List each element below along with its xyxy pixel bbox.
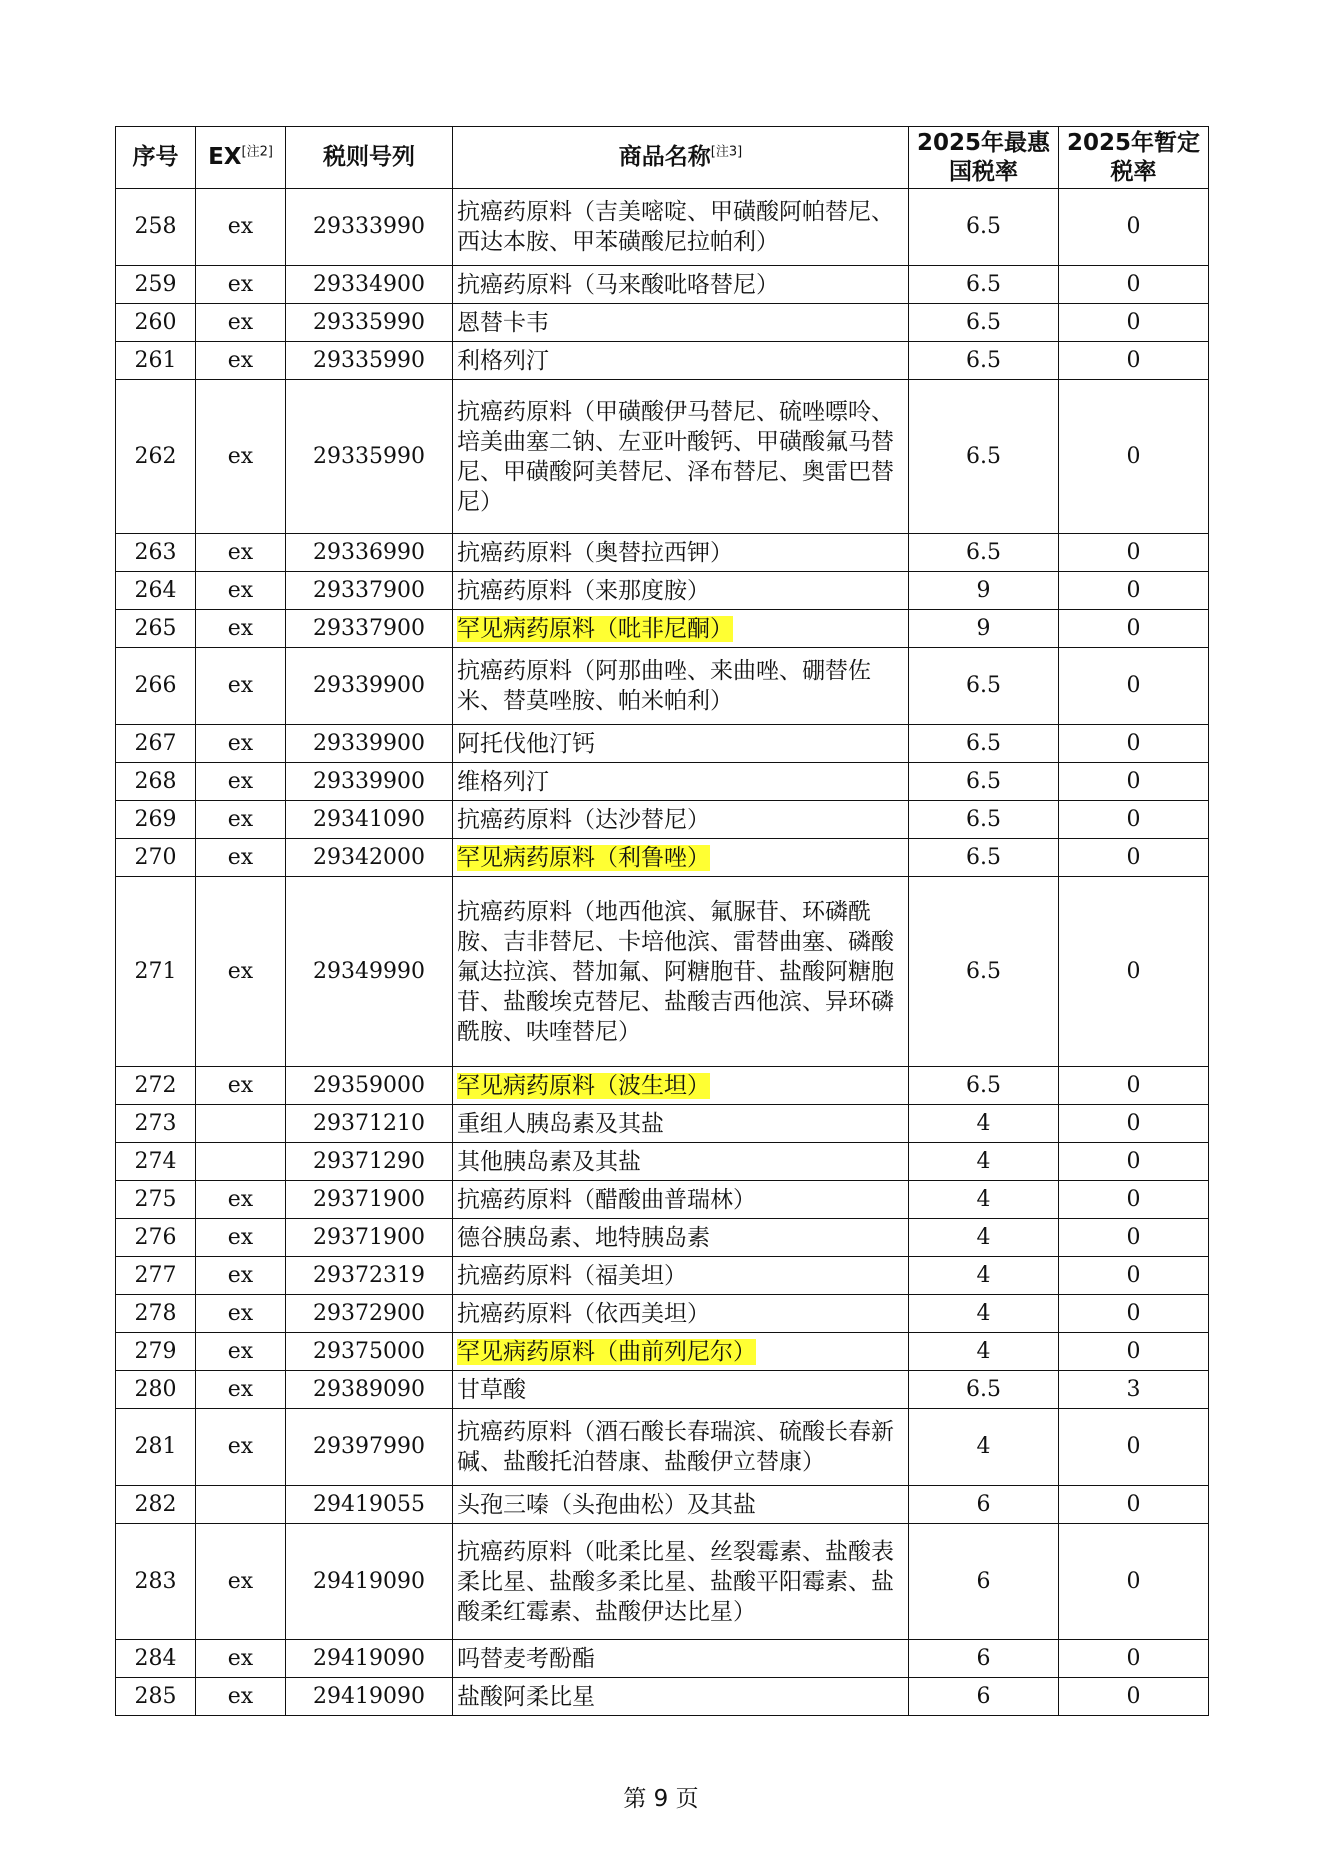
table-row: [116, 1524, 1209, 1640]
table-row: [116, 304, 1209, 342]
cell-seq: 268: [116, 763, 196, 801]
cell-provisional-rate: 0: [1059, 1524, 1209, 1640]
table-row: [116, 1486, 1209, 1524]
cell-seq: 263: [116, 534, 196, 572]
name-text: 抗癌药原料（来那度胺）: [457, 577, 710, 604]
name-text: 德谷胰岛素、地特胰岛素: [457, 1224, 710, 1251]
cell-ex: ex: [196, 801, 286, 839]
cell-ex: ex: [196, 648, 286, 725]
cell-provisional-rate: 0: [1059, 572, 1209, 610]
name-text: 抗癌药原料（地西他滨、氟脲苷、环磷酰胺、吉非替尼、卡培他滨、雷替曲塞、磷酸氟达拉滨、替加氟、阿糖胞苷、盐酸阿糖胞苷、盐酸埃克替尼、盐酸吉西他滨、异环磷酰胺、呋喹替尼）: [457, 898, 894, 1045]
cell-seq: 267: [116, 725, 196, 763]
cell-mfn-rate: 6.5: [909, 648, 1059, 725]
cell-mfn-rate: 6.5: [909, 763, 1059, 801]
cell-provisional-rate: 0: [1059, 534, 1209, 572]
cell-tariff-code: 29419090: [286, 1640, 453, 1678]
cell-ex: ex: [196, 1181, 286, 1219]
cell-provisional-rate: 0: [1059, 648, 1209, 725]
highlighted-name-text: 罕见病药原料（吡非尼酮）: [457, 615, 733, 642]
name-text: 其他胰岛素及其盐: [457, 1148, 641, 1175]
cell-ex: ex: [196, 1371, 286, 1409]
cell-ex: ex: [196, 342, 286, 380]
cell-provisional-rate: 0: [1059, 304, 1209, 342]
cell-mfn-rate: 6: [909, 1678, 1059, 1716]
cell-tariff-code: 29349990: [286, 877, 453, 1067]
name-text: 抗癌药原料（醋酸曲普瑞林）: [457, 1186, 756, 1213]
cell-mfn-rate: 4: [909, 1409, 1059, 1486]
cell-ex: ex: [196, 1409, 286, 1486]
name-text: 恩替卡韦: [457, 309, 549, 336]
cell-mfn-rate: 6.5: [909, 1371, 1059, 1409]
cell-name: [453, 534, 909, 572]
cell-mfn-rate: 6.5: [909, 839, 1059, 877]
cell-tariff-code: 29389090: [286, 1371, 453, 1409]
table-row: [116, 1181, 1209, 1219]
table-row: [116, 1105, 1209, 1143]
cell-ex: ex: [196, 266, 286, 304]
name-text: 抗癌药原料（奥替拉西钾）: [457, 539, 733, 566]
cell-provisional-rate: 0: [1059, 877, 1209, 1067]
cell-seq: 285: [116, 1678, 196, 1716]
table-row: [116, 266, 1209, 304]
cell-name: [453, 610, 909, 648]
table-row: [116, 1678, 1209, 1716]
cell-tariff-code: 29337900: [286, 610, 453, 648]
table-row: [116, 342, 1209, 380]
name-text: 抗癌药原料（酒石酸长春瑞滨、硫酸长春新碱、盐酸托泊替康、盐酸伊立替康）: [457, 1419, 894, 1475]
cell-seq: 259: [116, 266, 196, 304]
table-row: [116, 189, 1209, 266]
cell-mfn-rate: 4: [909, 1143, 1059, 1181]
cell-seq: 281: [116, 1409, 196, 1486]
header-name: 商品名称[注3]: [453, 127, 909, 189]
cell-seq: 270: [116, 839, 196, 877]
cell-provisional-rate: 0: [1059, 1067, 1209, 1105]
cell-tariff-code: 29372319: [286, 1257, 453, 1295]
cell-tariff-code: 29339900: [286, 725, 453, 763]
table-row: [116, 877, 1209, 1067]
table-body: [116, 189, 1209, 1716]
name-text: 抗癌药原料（达沙替尼）: [457, 806, 710, 833]
cell-name: [453, 1219, 909, 1257]
cell-tariff-code: 29371900: [286, 1219, 453, 1257]
cell-provisional-rate: 0: [1059, 1409, 1209, 1486]
name-text: 重组人胰岛素及其盐: [457, 1110, 664, 1137]
cell-mfn-rate: 4: [909, 1257, 1059, 1295]
table-row: [116, 1371, 1209, 1409]
header-tariff-code: 税则号列: [286, 127, 453, 189]
table-row: [116, 1333, 1209, 1371]
cell-name: [453, 1640, 909, 1678]
cell-seq: 262: [116, 380, 196, 534]
cell-tariff-code: 29371210: [286, 1105, 453, 1143]
cell-ex: ex: [196, 380, 286, 534]
cell-tariff-code: 29372900: [286, 1295, 453, 1333]
cell-ex: ex: [196, 1640, 286, 1678]
name-text: 维格列汀: [457, 768, 549, 795]
cell-tariff-code: 29341090: [286, 801, 453, 839]
cell-ex: [196, 1143, 286, 1181]
cell-ex: ex: [196, 725, 286, 763]
cell-ex: ex: [196, 572, 286, 610]
cell-mfn-rate: 6: [909, 1524, 1059, 1640]
cell-tariff-code: 29333990: [286, 189, 453, 266]
table-row: [116, 1640, 1209, 1678]
cell-tariff-code: 29337900: [286, 572, 453, 610]
cell-tariff-code: 29339900: [286, 648, 453, 725]
name-text: 抗癌药原料（吡柔比星、丝裂霉素、盐酸表柔比星、盐酸多柔比星、盐酸平阳霉素、盐酸柔红霉素、盐酸伊达比星）: [457, 1538, 894, 1625]
cell-seq: 261: [116, 342, 196, 380]
cell-name: [453, 648, 909, 725]
cell-ex: ex: [196, 1333, 286, 1371]
name-text: 抗癌药原料（马来酸吡咯替尼）: [457, 271, 779, 298]
cell-provisional-rate: 0: [1059, 1257, 1209, 1295]
cell-provisional-rate: 0: [1059, 763, 1209, 801]
cell-mfn-rate: 4: [909, 1333, 1059, 1371]
table-row: [116, 763, 1209, 801]
table-row: [116, 1409, 1209, 1486]
cell-provisional-rate: 0: [1059, 610, 1209, 648]
cell-seq: 279: [116, 1333, 196, 1371]
cell-name: [453, 266, 909, 304]
cell-seq: 273: [116, 1105, 196, 1143]
cell-name: [453, 1678, 909, 1716]
header-row: [116, 127, 1209, 189]
cell-provisional-rate: 0: [1059, 266, 1209, 304]
cell-provisional-rate: 0: [1059, 1143, 1209, 1181]
table-row: [116, 648, 1209, 725]
cell-tariff-code: 29371290: [286, 1143, 453, 1181]
cell-ex: ex: [196, 1257, 286, 1295]
highlighted-name-text: 罕见病药原料（曲前列尼尔）: [457, 1338, 756, 1365]
header-ex-note: [注2]: [241, 144, 273, 160]
cell-ex: ex: [196, 1295, 286, 1333]
cell-ex: ex: [196, 1219, 286, 1257]
cell-mfn-rate: 6.5: [909, 725, 1059, 763]
cell-seq: 278: [116, 1295, 196, 1333]
table-row: [116, 1067, 1209, 1105]
cell-provisional-rate: 3: [1059, 1371, 1209, 1409]
cell-name: [453, 1486, 909, 1524]
cell-seq: 282: [116, 1486, 196, 1524]
name-text: 甘草酸: [457, 1376, 526, 1403]
cell-seq: 266: [116, 648, 196, 725]
cell-tariff-code: 29397990: [286, 1409, 453, 1486]
cell-name: [453, 1524, 909, 1640]
cell-provisional-rate: 0: [1059, 1486, 1209, 1524]
cell-seq: 280: [116, 1371, 196, 1409]
cell-name: [453, 1105, 909, 1143]
cell-tariff-code: 29335990: [286, 342, 453, 380]
cell-provisional-rate: 0: [1059, 801, 1209, 839]
cell-ex: ex: [196, 1524, 286, 1640]
cell-mfn-rate: 6.5: [909, 1067, 1059, 1105]
name-text: 吗替麦考酚酯: [457, 1645, 595, 1672]
cell-name: [453, 342, 909, 380]
cell-seq: 277: [116, 1257, 196, 1295]
header-seq: 序号: [116, 127, 196, 189]
cell-name: [453, 1409, 909, 1486]
cell-provisional-rate: 0: [1059, 342, 1209, 380]
cell-seq: 283: [116, 1524, 196, 1640]
cell-name: [453, 572, 909, 610]
cell-name: [453, 1257, 909, 1295]
cell-provisional-rate: 0: [1059, 725, 1209, 763]
cell-tariff-code: 29419055: [286, 1486, 453, 1524]
cell-seq: 271: [116, 877, 196, 1067]
cell-mfn-rate: 4: [909, 1295, 1059, 1333]
cell-name: [453, 189, 909, 266]
cell-name: [453, 1181, 909, 1219]
table-row: [116, 534, 1209, 572]
cell-tariff-code: 29359000: [286, 1067, 453, 1105]
cell-provisional-rate: 0: [1059, 1678, 1209, 1716]
cell-tariff-code: 29342000: [286, 839, 453, 877]
cell-seq: 272: [116, 1067, 196, 1105]
cell-mfn-rate: 6.5: [909, 877, 1059, 1067]
cell-name: [453, 380, 909, 534]
cell-mfn-rate: 6.5: [909, 304, 1059, 342]
cell-mfn-rate: 9: [909, 572, 1059, 610]
table-row: [116, 380, 1209, 534]
cell-provisional-rate: 0: [1059, 1640, 1209, 1678]
page-number: 第 9 页: [623, 1786, 699, 1812]
cell-ex: [196, 1105, 286, 1143]
table-row: [116, 1219, 1209, 1257]
table-row: [116, 801, 1209, 839]
name-text: 抗癌药原料（福美坦）: [457, 1262, 687, 1289]
cell-ex: ex: [196, 610, 286, 648]
table-row: [116, 839, 1209, 877]
cell-seq: 275: [116, 1181, 196, 1219]
table-row: [116, 1257, 1209, 1295]
cell-tariff-code: 29336990: [286, 534, 453, 572]
cell-provisional-rate: 0: [1059, 1219, 1209, 1257]
table-row: [116, 610, 1209, 648]
header-provisional-rate: 2025年暂定税率: [1059, 127, 1209, 189]
cell-seq: 276: [116, 1219, 196, 1257]
cell-tariff-code: 29335990: [286, 304, 453, 342]
name-text: 利格列汀: [457, 347, 549, 374]
cell-mfn-rate: 6.5: [909, 534, 1059, 572]
cell-name: [453, 763, 909, 801]
cell-name: [453, 304, 909, 342]
cell-mfn-rate: 6.5: [909, 189, 1059, 266]
cell-mfn-rate: 6: [909, 1486, 1059, 1524]
cell-name: [453, 839, 909, 877]
cell-ex: ex: [196, 1678, 286, 1716]
cell-provisional-rate: 0: [1059, 1333, 1209, 1371]
cell-mfn-rate: 4: [909, 1105, 1059, 1143]
cell-name: [453, 1143, 909, 1181]
cell-tariff-code: 29335990: [286, 380, 453, 534]
cell-ex: ex: [196, 763, 286, 801]
table-row: [116, 1143, 1209, 1181]
cell-mfn-rate: 9: [909, 610, 1059, 648]
cell-seq: 274: [116, 1143, 196, 1181]
cell-seq: 264: [116, 572, 196, 610]
tariff-table: [115, 126, 1209, 1716]
cell-ex: ex: [196, 304, 286, 342]
cell-name: [453, 1067, 909, 1105]
highlighted-name-text: 罕见病药原料（波生坦）: [457, 1072, 710, 1099]
cell-ex: ex: [196, 839, 286, 877]
cell-ex: ex: [196, 189, 286, 266]
name-text: 盐酸阿柔比星: [457, 1683, 595, 1710]
cell-tariff-code: 29334900: [286, 266, 453, 304]
cell-seq: 258: [116, 189, 196, 266]
table-row: [116, 572, 1209, 610]
cell-seq: 265: [116, 610, 196, 648]
cell-name: [453, 725, 909, 763]
cell-name: [453, 1333, 909, 1371]
header-name-note: [注3]: [710, 144, 743, 160]
cell-seq: 269: [116, 801, 196, 839]
highlighted-name-text: 罕见病药原料（利鲁唑）: [457, 844, 710, 871]
cell-ex: [196, 1486, 286, 1524]
cell-mfn-rate: 6.5: [909, 266, 1059, 304]
cell-tariff-code: 29419090: [286, 1524, 453, 1640]
cell-provisional-rate: 0: [1059, 839, 1209, 877]
cell-seq: 260: [116, 304, 196, 342]
cell-name: [453, 877, 909, 1067]
cell-mfn-rate: 4: [909, 1219, 1059, 1257]
cell-tariff-code: 29371900: [286, 1181, 453, 1219]
cell-ex: ex: [196, 877, 286, 1067]
cell-seq: 284: [116, 1640, 196, 1678]
cell-name: [453, 1371, 909, 1409]
cell-tariff-code: 29375000: [286, 1333, 453, 1371]
table-row: [116, 1295, 1209, 1333]
cell-name: [453, 801, 909, 839]
name-text: 抗癌药原料（甲磺酸伊马替尼、硫唑嘌呤、培美曲塞二钠、左亚叶酸钙、甲磺酸氟马替尼、甲磺酸阿美替尼、泽布替尼、奥雷巴替尼）: [457, 398, 894, 515]
name-text: 抗癌药原料（依西美坦）: [457, 1300, 710, 1327]
cell-tariff-code: 29419090: [286, 1678, 453, 1716]
cell-mfn-rate: 4: [909, 1181, 1059, 1219]
name-text: 抗癌药原料（吉美嘧啶、甲磺酸阿帕替尼、西达本胺、甲苯磺酸尼拉帕利）: [457, 199, 894, 255]
cell-tariff-code: 29339900: [286, 763, 453, 801]
cell-name: [453, 1295, 909, 1333]
header-ex: EX[注2]: [196, 127, 286, 189]
cell-ex: ex: [196, 534, 286, 572]
cell-provisional-rate: 0: [1059, 1181, 1209, 1219]
cell-mfn-rate: 6: [909, 1640, 1059, 1678]
cell-mfn-rate: 6.5: [909, 380, 1059, 534]
cell-ex: ex: [196, 1067, 286, 1105]
name-text: 阿托伐他汀钙: [457, 730, 595, 757]
cell-provisional-rate: 0: [1059, 1105, 1209, 1143]
name-text: 头孢三嗪（头孢曲松）及其盐: [457, 1491, 756, 1518]
cell-provisional-rate: 0: [1059, 380, 1209, 534]
cell-provisional-rate: 0: [1059, 189, 1209, 266]
cell-mfn-rate: 6.5: [909, 342, 1059, 380]
table-row: [116, 725, 1209, 763]
header-mfn-rate: 2025年最惠国税率: [909, 127, 1059, 189]
cell-mfn-rate: 6.5: [909, 801, 1059, 839]
name-text: 抗癌药原料（阿那曲唑、来曲唑、硼替佐米、替莫唑胺、帕米帕利）: [457, 658, 871, 714]
cell-provisional-rate: 0: [1059, 1295, 1209, 1333]
